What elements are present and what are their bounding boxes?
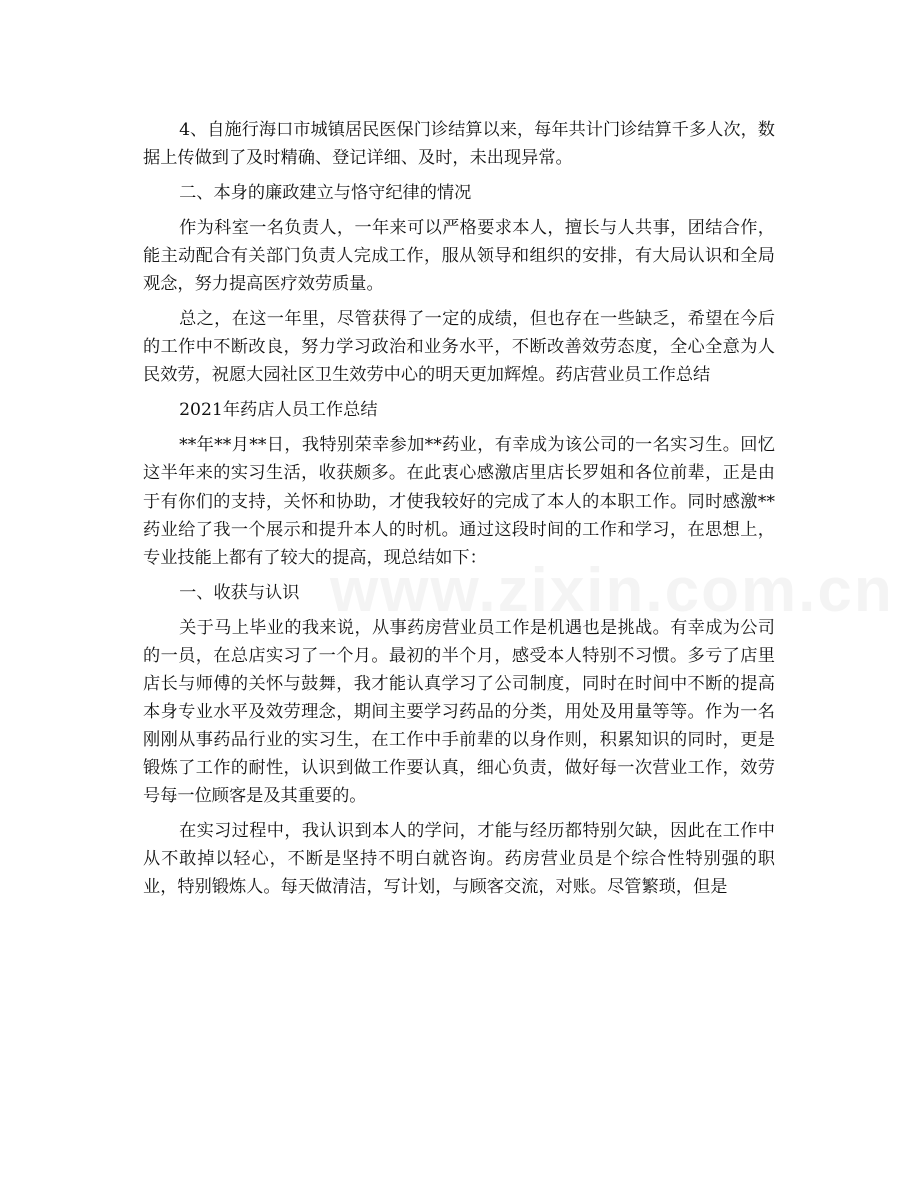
paragraph-1: 4、自施行海口市城镇居民医保门诊结算以来，每年共计门诊结算千多人次，数据上传做到了及时精确、登记详细、及时，未出现异常。 — [143, 120, 775, 169]
section-heading-2: 二、本身的廉政建立与恪守纪律的情况 — [179, 183, 472, 204]
paragraph-8: 关于马上毕业的我来说，从事药房营业员工作是机遇也是挑战。有幸成为公司的一员，在总店实习了一个月。最初的半个月，感受本人特别不习惯。多亏了店里店长与师傅的关怀与鼓舞，我才能认真学习了公司制度，同时在时间中不断的提高本身专业水平及效劳理念，期间主要学习药品的分类，用处及用量等等。作为一名刚刚从事药品行业的实习生，在工作中手前辈的以身作则，积累知识的同时，更是锻炼了工作的耐性，认识到做工作要认真，细心负责，做好每一次营业工作，效劳号每一位顾客是及其重要的。 — [143, 617, 775, 807]
paragraph-4: 总之，在这一年里，尽管获得了一定的成绩，但也存在一些缺乏，希望在今后的工作中不断改良，努力学习政治和业务水平，不断改善效劳态度，全心全意为人民效劳，祝愿大园社区卫生效劳中心的明天更加辉煌。药店营业员工作总结 — [143, 309, 775, 386]
document-title: 2021年药店人员工作总结 — [179, 400, 378, 421]
section-heading-7: 一、收获与认识 — [179, 582, 300, 603]
watermark: www.zixin.com.cn — [330, 556, 894, 625]
paragraph-6: **年**月**日，我特别荣幸参加**药业，有幸成为该公司的一名实习生。回忆这半年来的实习生活，收获颇多。在此衷心感激店里店长罗姐和各位前辈，正是由于有你们的支持，关怀和协助，才使我较好的完成了本人的本职工作。同时感激**药业给了我一个展示和提升本人的时机。通过这段时间的工作和学习，在思想上，专业技能上都有了较大的提高，现总结如下： — [143, 435, 775, 568]
document-body — [143, 116, 894, 902]
paragraph-9: 在实习过程中，我认识到本人的学问，才能与经历都特别欠缺，因此在工作中从不敢掉以轻心，不断是坚持不明白就咨询。药房营业员是个综合性特别强的职业，特别锻炼人。每天做清洁，写计划，与顾客交流，对账。尽管繁琐，但是 — [143, 821, 775, 898]
paragraph-3: 作为科室一名负责人，一年来可以严格要求本人，擅长与人共事，团结合作，能主动配合有关部门负责人完成工作，服从领导和组织的安排，有大局认识和全局观念，努力提高医疗效劳质量。 — [143, 218, 775, 295]
